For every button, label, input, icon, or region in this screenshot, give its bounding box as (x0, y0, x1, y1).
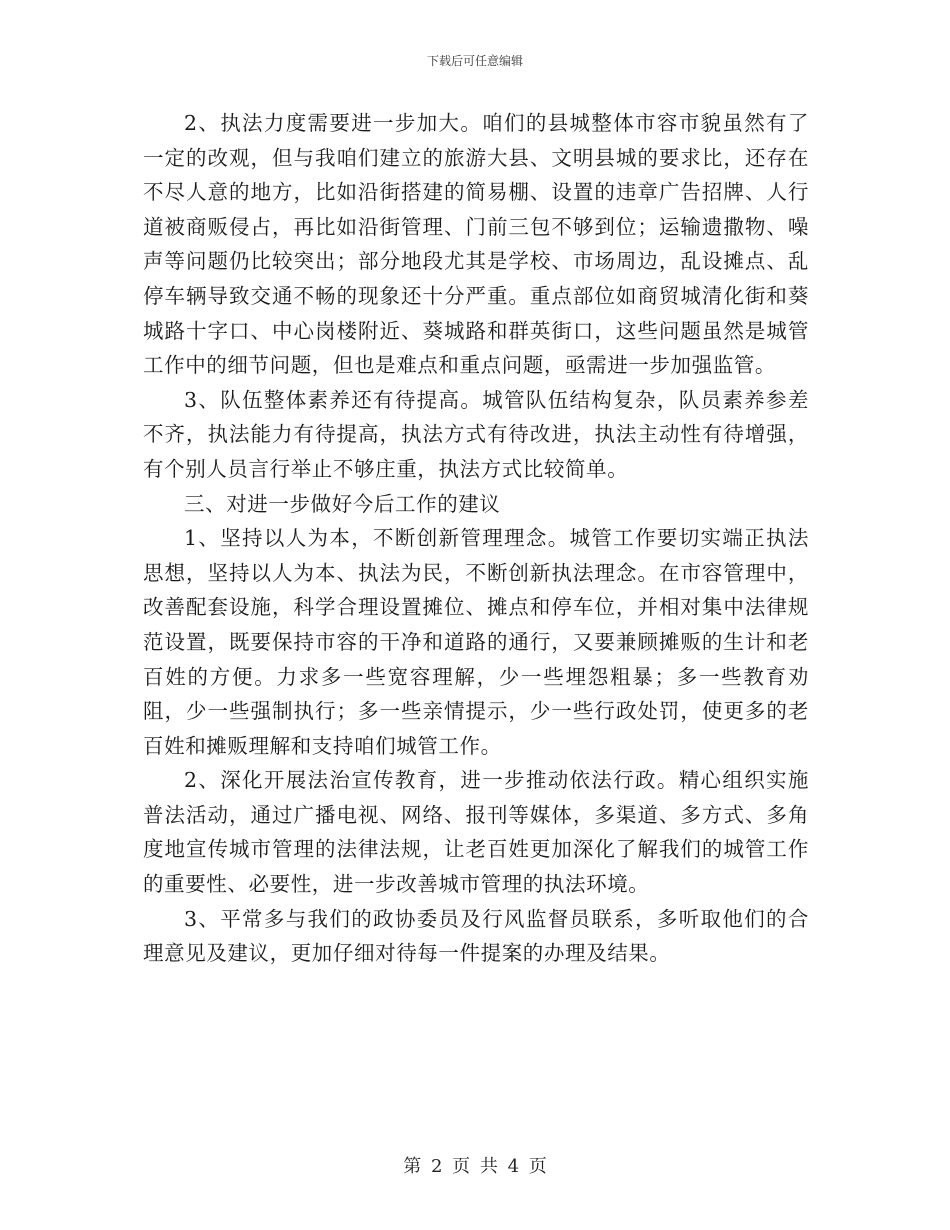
page-header: 下载后可任意编辑 (426, 54, 523, 68)
paragraph-people-oriented: 1、坚持以人为本，不断创新管理理念。城管工作要切实端正执法思想，坚持以人为本、执法为民，不断创新执法理念。在市容管理中，改善配套设施，科学合理设置摊位、摊点和停车位，并相对集中法律规范设置，既要保持市容的干净和道路的通行，又要兼顾摊贩的生计和老百姓的方便。力求多一些宽容理解，少一些埋怨粗暴；多一些教育劝阻，少一些强制执行；多一些亲情提示，少一些行政处罚，使更多的老百姓和摊贩理解和支持咱们城管工作。 (143, 526, 809, 758)
paragraph-cppcc-contact: 3、平常多与我们的政协委员及行风监督员联系，多听取他们的合理意见及建议，更加仔细对待每一件提案的办理及结果。 (143, 906, 809, 966)
paragraph-team-quality: 3、队伍整体素养还有待提高。城管队伍结构复杂，队员素养参差不齐，执法能力有待提高，执法方式有待改进，执法主动性有待增强，有个别人员言行举止不够庄重，执法方式比较简单。 (143, 387, 809, 481)
page-footer: 第 2 页 共 4 页 (403, 1156, 547, 1177)
paragraph-law-enforcement: 2、执法力度需要进一步加大。咱们的县城整体市容市貌虽然有了一定的改观，但与我咱们建立的旅游大县、文明县城的要求比，还存在不尽人意的地方，比如沿街搭建的简易棚、设置的违章广告招牌、人行道被商贩侵占，再比如沿街管理、门前三包不够到位；运输遗撒物、噪声等问题仍比较突出；部分地段尤其是学校、市场周边，乱设摊点、乱停车辆导致交通不畅的现象还十分严重。重点部位如商贸城清化街和葵城路十字口、中心岗楼附近、葵城路和群英街口，这些问题虽然是城管工作中的细节问题，但也是难点和重点问题，亟需进一步加强监管。 (143, 111, 809, 378)
document-body (143, 106, 809, 971)
paragraph-legal-education: 2、深化开展法治宣传教育，进一步推动依法行政。精心组织实施普法活动，通过广播电视、网络、报刊等媒体，多渠道、多方式、多角度地宣传城市管理的法律法规，让老百姓更加深化了解我们的城管工作的重要性、必要性，进一步改善城市管理的执法环境。 (143, 768, 809, 897)
section-heading-suggestions: 三、对进一步做好今后工作的建议 (184, 491, 501, 516)
